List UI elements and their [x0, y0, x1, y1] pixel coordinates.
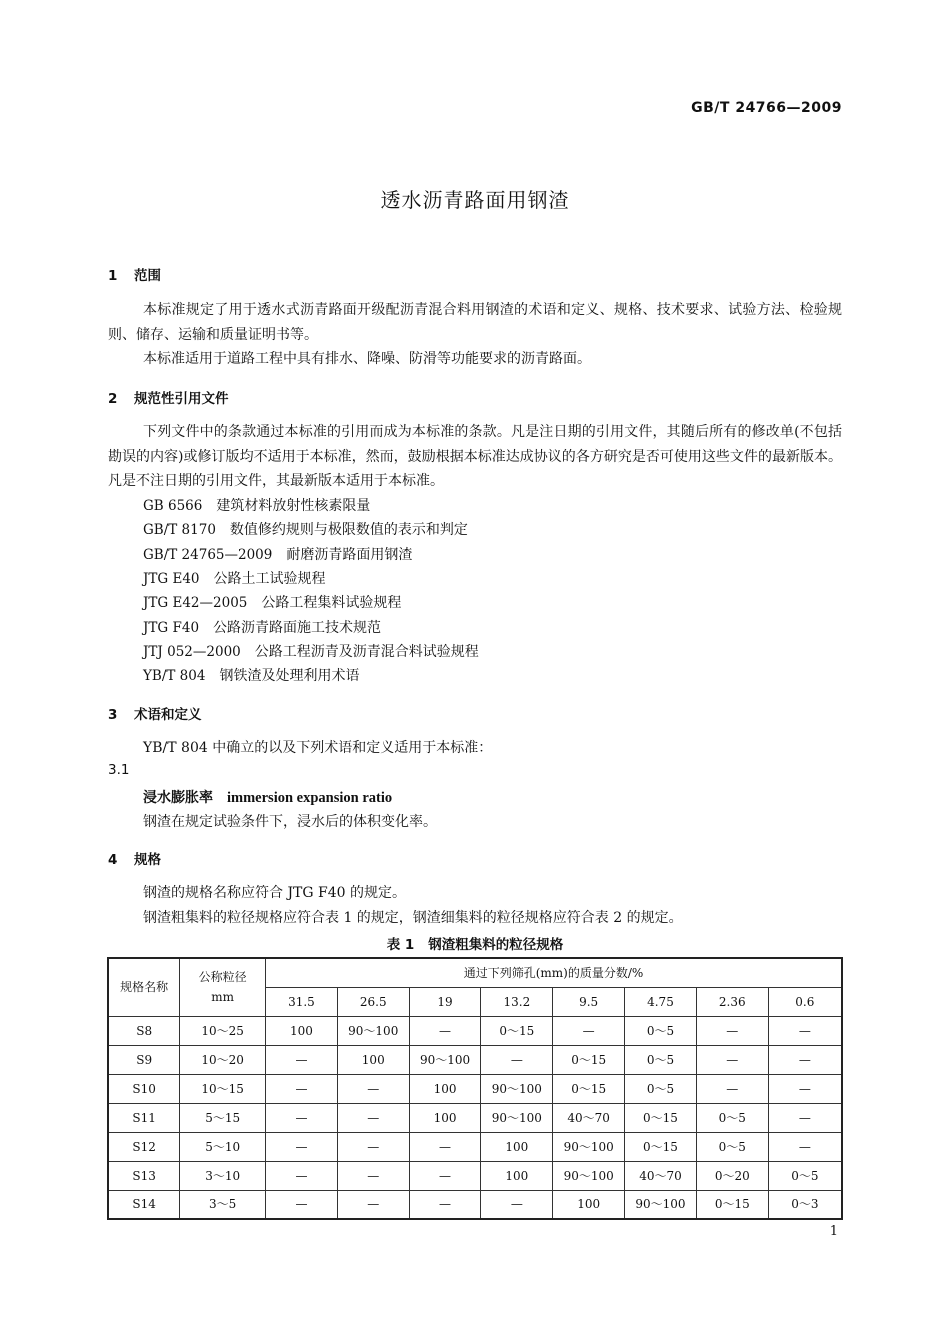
sieve-size: 13.2: [481, 987, 553, 1016]
term-entry: [143, 786, 392, 811]
term-chinese: 浸水膨胀率: [143, 790, 213, 806]
document-code: GB/T 24766—2009: [691, 100, 842, 116]
header-nominal-size-label: 公称粒径: [198, 970, 247, 985]
section-4-heading: [108, 848, 161, 868]
reference-item: [143, 664, 359, 689]
section-1-para-1: 本标准规定了用于透水式沥青路面开级配沥青混合料用钢渣的术语和定义、规格、技术要求、试验方法、检验规则、储存、运输和质量证明书等。: [108, 302, 842, 343]
table-1-caption: [0, 933, 950, 953]
cell-passing-value: 90～100: [553, 1132, 625, 1161]
section-3-para-1: YB/T 804 中确立的以及下列术语和定义适用于本标准：: [143, 740, 493, 756]
reference-code: JTJ 052—2000: [143, 644, 241, 660]
sieve-size: 19: [409, 987, 481, 1016]
cell-passing-value: —: [266, 1045, 338, 1074]
cell-passing-value: 0～5: [696, 1132, 768, 1161]
cell-passing-value: —: [768, 1132, 842, 1161]
reference-item: [143, 518, 468, 543]
table-caption-number: 表 1: [386, 937, 415, 953]
table-1: [107, 957, 843, 1220]
reference-code: GB/T 24765—2009: [143, 547, 273, 563]
cell-passing-value: 0～15: [553, 1074, 625, 1103]
cell-passing-value: 0～5: [625, 1074, 697, 1103]
cell-passing-value: 40～70: [625, 1161, 697, 1190]
cell-passing-value: 0～15: [625, 1103, 697, 1132]
cell-passing-value: 90～100: [337, 1016, 409, 1045]
cell-spec-name: S10: [108, 1074, 180, 1103]
cell-passing-value: 100: [409, 1103, 481, 1132]
section-1-para-2: 本标准适用于道路工程中具有排水、降噪、防滑等功能要求的沥青路面。: [143, 351, 591, 367]
cell-passing-value: 40～70: [553, 1103, 625, 1132]
sieve-size: 31.5: [266, 987, 338, 1016]
reference-item: [143, 640, 479, 665]
cell-passing-value: —: [266, 1161, 338, 1190]
reference-name: 公路工程沥青及沥青混合料试验规程: [254, 644, 479, 660]
reference-code: YB/T 804: [143, 668, 206, 684]
cell-passing-value: 0～15: [696, 1190, 768, 1219]
page-number: 1: [829, 1224, 838, 1239]
section-title: 规格: [134, 852, 161, 868]
cell-spec-name: S9: [108, 1045, 180, 1074]
cell-passing-value: 0～20: [696, 1161, 768, 1190]
cell-nominal-size: 5～15: [180, 1103, 266, 1132]
cell-passing-value: 0～15: [625, 1132, 697, 1161]
cell-passing-value: —: [696, 1045, 768, 1074]
section-number: 1: [108, 268, 118, 284]
table-row: [108, 1103, 842, 1132]
reference-code: JTG F40: [143, 620, 200, 636]
section-title: 规范性引用文件: [134, 391, 229, 407]
cell-passing-value: —: [337, 1190, 409, 1219]
cell-spec-name: S12: [108, 1132, 180, 1161]
section-3-heading: [108, 703, 202, 723]
cell-passing-value: —: [768, 1016, 842, 1045]
reference-name: 钢铁渣及处理利用术语: [219, 668, 360, 684]
sieve-size: 0.6: [768, 987, 842, 1016]
term-english: immersion expansion ratio: [227, 790, 393, 806]
reference-code: JTG E40: [143, 571, 200, 587]
cell-passing-value: 90～100: [409, 1045, 481, 1074]
table-row: [108, 1161, 842, 1190]
cell-passing-value: 100: [553, 1190, 625, 1219]
cell-passing-value: —: [409, 1161, 481, 1190]
cell-passing-value: —: [266, 1132, 338, 1161]
cell-passing-value: —: [481, 1190, 553, 1219]
section-number: 4: [108, 852, 118, 868]
cell-spec-name: S13: [108, 1161, 180, 1190]
section-4-para-2: 钢渣粗集料的粒径规格应符合表 1 的规定，钢渣细集料的粒径规格应符合表 2 的规定。: [143, 910, 683, 926]
header-passing-fraction: 通过下列筛孔(mm)的质量分数/%: [266, 958, 842, 987]
reference-name: 数值修约规则与极限数值的表示和判定: [229, 522, 468, 538]
reference-name: 公路沥青路面施工技术规范: [213, 620, 382, 636]
cell-passing-value: 90～100: [481, 1074, 553, 1103]
section-2-heading: [108, 387, 229, 407]
reference-code: GB 6566: [143, 498, 203, 514]
table-row: [108, 1045, 842, 1074]
cell-passing-value: 100: [481, 1132, 553, 1161]
cell-passing-value: —: [337, 1074, 409, 1103]
document-title: 透水沥青路面用钢渣: [380, 188, 570, 212]
cell-passing-value: —: [409, 1190, 481, 1219]
cell-passing-value: —: [553, 1016, 625, 1045]
reference-name: 公路工程集料试验规程: [261, 595, 402, 611]
reference-item: [143, 567, 326, 592]
header-spec-name: 规格名称: [108, 958, 180, 1016]
table-header-row: [108, 958, 842, 987]
table-row: [108, 1016, 842, 1045]
cell-nominal-size: 3～10: [180, 1161, 266, 1190]
cell-passing-value: —: [696, 1016, 768, 1045]
cell-passing-value: 100: [481, 1161, 553, 1190]
cell-passing-value: —: [768, 1074, 842, 1103]
cell-spec-name: S11: [108, 1103, 180, 1132]
header-nominal-size: [180, 958, 266, 1016]
cell-passing-value: 0～15: [481, 1016, 553, 1045]
cell-passing-value: 0～5: [625, 1045, 697, 1074]
cell-spec-name: S14: [108, 1190, 180, 1219]
cell-passing-value: —: [768, 1103, 842, 1132]
cell-passing-value: —: [266, 1074, 338, 1103]
cell-passing-value: 0～5: [625, 1016, 697, 1045]
reference-code: GB/T 8170: [143, 522, 216, 538]
cell-passing-value: —: [337, 1161, 409, 1190]
section-number: 3: [108, 707, 118, 723]
cell-passing-value: —: [337, 1132, 409, 1161]
cell-nominal-size: 5～10: [180, 1132, 266, 1161]
cell-passing-value: 0～5: [768, 1161, 842, 1190]
reference-code: JTG E42—2005: [143, 595, 248, 611]
cell-nominal-size: 10～25: [180, 1016, 266, 1045]
section-1-heading: [108, 264, 161, 284]
cell-passing-value: 100: [266, 1016, 338, 1045]
cell-passing-value: 0～15: [553, 1045, 625, 1074]
cell-nominal-size: 10～20: [180, 1045, 266, 1074]
cell-passing-value: —: [409, 1132, 481, 1161]
sieve-size: 26.5: [337, 987, 409, 1016]
term-definition: 钢渣在规定试验条件下，浸水后的体积变化率。: [143, 814, 437, 830]
cell-nominal-size: 10～15: [180, 1074, 266, 1103]
reference-name: 耐磨沥青路面用钢渣: [286, 547, 413, 563]
sieve-size: 9.5: [553, 987, 625, 1016]
cell-passing-value: —: [481, 1045, 553, 1074]
table-row: [108, 1190, 842, 1219]
cell-passing-value: —: [266, 1190, 338, 1219]
cell-passing-value: 0～5: [696, 1103, 768, 1132]
sieve-size: 2.36: [696, 987, 768, 1016]
cell-passing-value: —: [696, 1074, 768, 1103]
cell-passing-value: —: [409, 1016, 481, 1045]
subsection-number: 3.1: [108, 762, 130, 778]
cell-passing-value: 90～100: [481, 1103, 553, 1132]
cell-passing-value: 0～3: [768, 1190, 842, 1219]
section-title: 范围: [134, 268, 161, 284]
header-nominal-size-unit: mm: [211, 990, 235, 1005]
sieve-size: 4.75: [625, 987, 697, 1016]
cell-spec-name: S8: [108, 1016, 180, 1045]
cell-passing-value: —: [768, 1045, 842, 1074]
reference-item: [143, 494, 370, 519]
cell-passing-value: 90～100: [625, 1190, 697, 1219]
table-row: [108, 1074, 842, 1103]
cell-passing-value: —: [266, 1103, 338, 1132]
reference-item: [143, 616, 381, 641]
cell-passing-value: 90～100: [553, 1161, 625, 1190]
cell-passing-value: —: [337, 1103, 409, 1132]
table-row: [108, 1132, 842, 1161]
reference-name: 公路土工试验规程: [213, 571, 326, 587]
reference-item: [143, 543, 412, 568]
reference-name: 建筑材料放射性核素限量: [216, 498, 371, 514]
cell-passing-value: 100: [337, 1045, 409, 1074]
section-4-para-1: 钢渣的规格名称应符合 JTG F40 的规定。: [143, 885, 407, 901]
section-title: 术语和定义: [134, 707, 202, 723]
cell-passing-value: 100: [409, 1074, 481, 1103]
section-number: 2: [108, 391, 118, 407]
reference-item: [143, 591, 401, 616]
section-2-para-1: 下列文件中的条款通过本标准的引用而成为本标准的条款。凡是注日期的引用文件，其随后所有的修改单(不包括勘误的内容)或修订版均不适用于本标准，然而，鼓励根据本标准达成协议的各方研究是否可使用这些文件的最新版本。凡是不注日期的引用文件，其最新版本适用于本标准。: [108, 424, 842, 489]
cell-nominal-size: 3～5: [180, 1190, 266, 1219]
table-caption-title: 钢渣粗集料的粒径规格: [428, 937, 564, 953]
